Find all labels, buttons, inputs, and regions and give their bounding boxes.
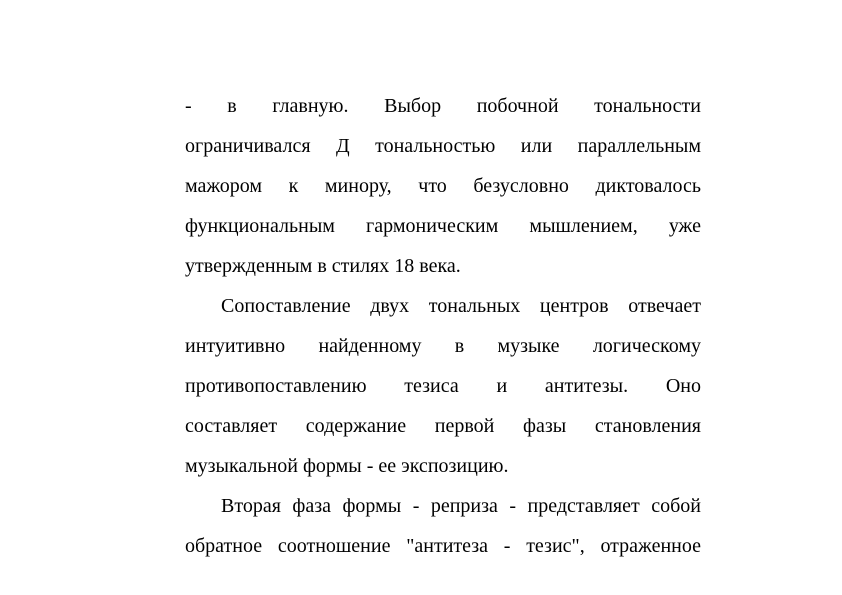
body-text bbox=[185, 86, 701, 566]
text-line: Вторая фаза формы - реприза - представляет собой bbox=[221, 495, 701, 517]
paragraph-3 bbox=[185, 486, 701, 566]
text-line: обратное соотношение "антитеза - тезис", отраженное bbox=[185, 535, 701, 557]
text-line: утвержденным в стилях 18 века. bbox=[185, 255, 461, 277]
text-line: ограничивался Д тональностью или параллельным bbox=[185, 135, 701, 157]
paragraph-1 bbox=[185, 86, 701, 286]
text-line: противопоставлению тезиса и антитезы. Оно bbox=[185, 375, 701, 397]
text-line: Сопоставление двух тональных центров отвечает bbox=[221, 295, 701, 317]
text-line: составляет содержание первой фазы становления bbox=[185, 415, 701, 437]
text-line: мажором к минору, что безусловно диктовалось bbox=[185, 175, 701, 197]
text-line: интуитивно найденному в музыке логическому bbox=[185, 335, 701, 357]
text-line: музыкальной формы - ее экспозицию. bbox=[185, 455, 509, 477]
paragraph-2 bbox=[185, 286, 701, 486]
text-line: функциональным гармоническим мышлением, уже bbox=[185, 215, 701, 237]
text-line: - в главную. Выбор побочной тональности bbox=[185, 95, 701, 117]
